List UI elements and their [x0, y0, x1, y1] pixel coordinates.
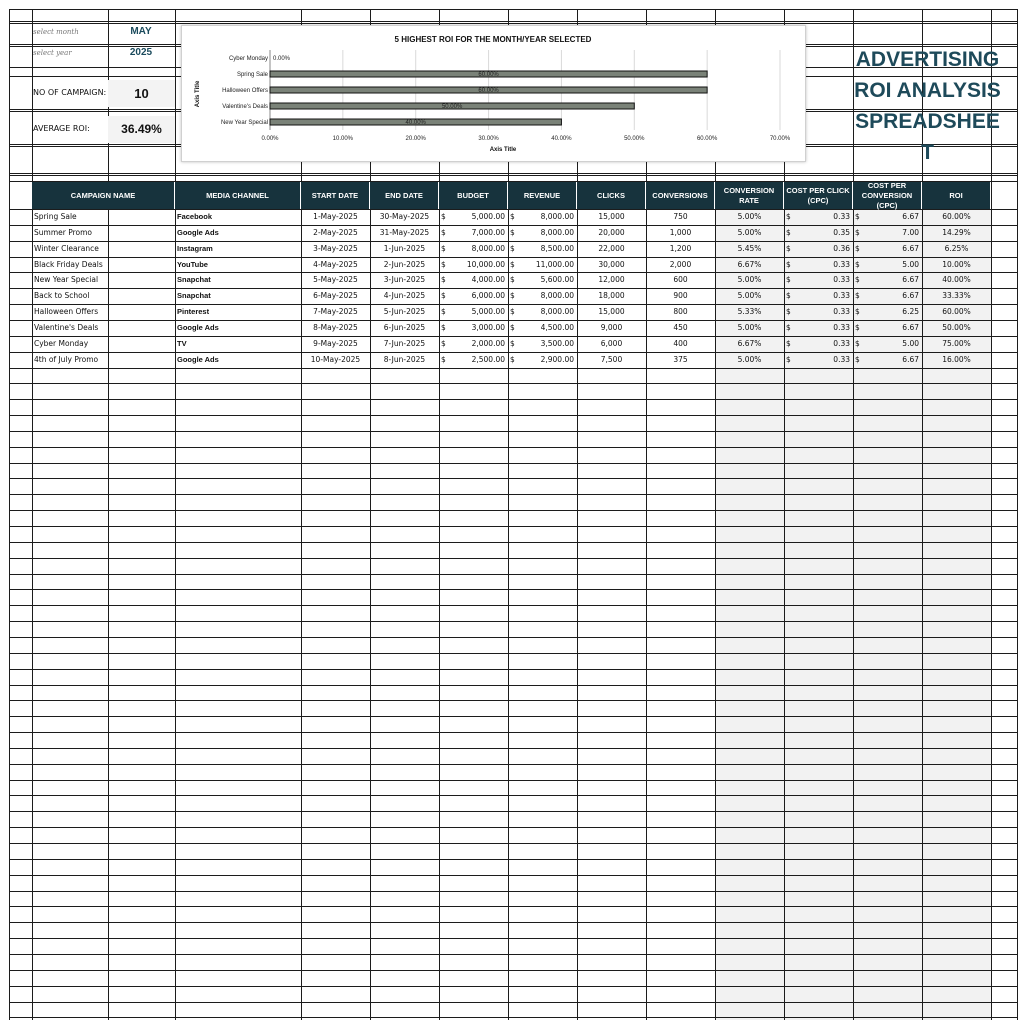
- grid-row-line: [9, 431, 1017, 432]
- column-header-cost-per-conversion-cpc[interactable]: COST PER CONVERSION (CPC): [853, 182, 922, 209]
- end-date-cell[interactable]: 30-May-2025: [379, 212, 430, 221]
- grid-row-line: [9, 558, 1017, 559]
- budget-cell[interactable]: [439, 241, 508, 256]
- cell-value: 6.67: [902, 322, 919, 332]
- end-date-cell[interactable]: 4-Jun-2025: [383, 291, 426, 301]
- grid-row-line: [9, 827, 1017, 828]
- currency-symbol: $: [786, 243, 791, 253]
- cost-per-click-cell[interactable]: [784, 225, 853, 240]
- grid-row-line: [9, 780, 1017, 781]
- currency-symbol: $: [441, 307, 446, 317]
- budget-cell[interactable]: [439, 336, 508, 351]
- end-date-cell[interactable]: 3-Jun-2025: [383, 275, 426, 285]
- grid-row-line: [9, 542, 1017, 543]
- currency-symbol: $: [441, 243, 446, 253]
- grid-row-line: [9, 732, 1017, 733]
- grid-row-line: [9, 605, 1017, 606]
- revenue-cell[interactable]: [508, 304, 577, 319]
- column-header-budget[interactable]: BUDGET: [439, 182, 508, 209]
- campaign-count-label: NO OF CAMPAIGN:: [33, 88, 107, 97]
- conversions-cell[interactable]: 750: [673, 212, 688, 221]
- cost-per-conversion-cell[interactable]: [853, 352, 922, 367]
- average-roi-label: AVERAGE ROI:: [33, 124, 90, 133]
- grid-row-line: [9, 637, 1017, 638]
- budget-cell[interactable]: [439, 320, 508, 335]
- cell-value: 6.67: [902, 291, 919, 301]
- roi-cell[interactable]: 33.33%: [942, 291, 971, 301]
- roi-cell[interactable]: 10.00%: [942, 259, 971, 269]
- column-header-end-date[interactable]: END DATE: [370, 182, 439, 209]
- cell-value: 3,500.00: [540, 338, 574, 348]
- grid-row-line: [9, 510, 1017, 511]
- conversion-rate-cell[interactable]: 5.00%: [737, 275, 762, 285]
- cost-per-click-cell[interactable]: [784, 288, 853, 303]
- column-header-cost-per-click-cpc[interactable]: COST PER CLICK (CPC): [784, 182, 853, 209]
- currency-symbol: $: [786, 227, 791, 237]
- budget-cell[interactable]: [439, 304, 508, 319]
- revenue-cell[interactable]: [508, 225, 577, 240]
- cost-per-click-cell[interactable]: [784, 257, 853, 272]
- cell-value: 2,500.00: [471, 354, 505, 364]
- currency-symbol: $: [510, 227, 515, 237]
- cost-per-click-cell[interactable]: [784, 304, 853, 319]
- media-channel-cell[interactable]: Instagram: [177, 243, 213, 253]
- start-date-cell[interactable]: 9-May-2025: [313, 338, 358, 348]
- conversions-cell[interactable]: 1,200: [669, 243, 692, 253]
- campaign-name-cell[interactable]: Cyber Monday: [34, 338, 89, 348]
- column-header-roi[interactable]: ROI: [922, 182, 991, 209]
- end-date-cell[interactable]: 2-Jun-2025: [383, 259, 426, 269]
- grid-row-line: [9, 843, 1017, 844]
- roi-bar-chart[interactable]: [181, 25, 806, 162]
- grid-row-line: [9, 748, 1017, 749]
- chart-category-label: Cyber Monday: [228, 56, 268, 62]
- conversions-cell[interactable]: 900: [673, 291, 688, 301]
- cell-value: 0.33: [833, 275, 850, 285]
- chart-canvas: [182, 26, 805, 161]
- cell-value: 0.36: [833, 243, 850, 253]
- currency-symbol: $: [441, 275, 446, 285]
- roi-cell[interactable]: 6.25%: [944, 243, 969, 253]
- campaign-name-cell[interactable]: Spring Sale: [34, 212, 77, 221]
- roi-cell[interactable]: 75.00%: [942, 338, 971, 348]
- grid-row-line: [9, 415, 1017, 416]
- campaign-name-cell[interactable]: Valentine's Deals: [34, 322, 99, 332]
- chart-x-tick-label: 10.00%: [332, 136, 354, 142]
- end-date-cell[interactable]: 6-Jun-2025: [383, 322, 426, 332]
- campaign-name-cell[interactable]: Summer Promo: [34, 227, 93, 237]
- cost-per-conversion-cell[interactable]: [853, 272, 922, 287]
- cell-value: 5.00: [902, 259, 919, 269]
- roi-cell[interactable]: 16.00%: [942, 354, 971, 364]
- media-channel-cell[interactable]: TV: [177, 338, 187, 348]
- campaign-name-cell[interactable]: Halloween Offers: [34, 307, 99, 317]
- grid-row-line: [9, 891, 1017, 892]
- cell-value: 6.67: [902, 243, 919, 253]
- currency-symbol: $: [855, 227, 860, 237]
- currency-symbol: $: [441, 338, 446, 348]
- end-date-cell[interactable]: 1-Jun-2025: [383, 243, 426, 253]
- grid-row-line: [9, 764, 1017, 765]
- cell-value: 4,000.00: [471, 275, 505, 285]
- media-channel-cell[interactable]: Pinterest: [177, 307, 210, 317]
- clicks-cell[interactable]: 20,000: [598, 227, 625, 237]
- grid-row-line: [9, 494, 1017, 495]
- currency-symbol: $: [441, 259, 446, 269]
- grid-row-line: [9, 574, 1017, 575]
- grid-row-line: [9, 716, 1017, 717]
- revenue-cell[interactable]: [508, 288, 577, 303]
- grid-row-line: [9, 700, 1017, 701]
- campaign-count-value: 10: [108, 80, 175, 107]
- conversions-cell[interactable]: 800: [673, 307, 688, 317]
- end-date-cell[interactable]: 7-Jun-2025: [383, 338, 426, 348]
- grid-row-line: [9, 9, 1017, 10]
- conversions-cell[interactable]: 600: [673, 275, 688, 285]
- cost-per-conversion-cell[interactable]: [853, 241, 922, 256]
- campaign-name-cell[interactable]: Back to School: [34, 291, 90, 301]
- conversion-rate-cell[interactable]: 5.00%: [737, 291, 762, 301]
- clicks-cell[interactable]: 18,000: [598, 291, 625, 301]
- grid-row-line: [9, 1017, 1017, 1018]
- grid-row-line: [9, 463, 1017, 464]
- end-date-cell[interactable]: 5-Jun-2025: [383, 307, 426, 317]
- grid-row-line: [9, 526, 1017, 527]
- grid-row-line: [9, 175, 1017, 176]
- conversions-cell[interactable]: 375: [673, 354, 688, 364]
- budget-cell[interactable]: [439, 225, 508, 240]
- grid-row-line: [9, 875, 1017, 876]
- chart-data-label: 50.00%: [441, 104, 463, 110]
- cell-value: 0.33: [833, 259, 850, 269]
- cell-value: 8,500.00: [540, 243, 574, 253]
- start-date-cell[interactable]: 5-May-2025: [313, 275, 358, 285]
- conversions-cell[interactable]: 450: [673, 322, 688, 332]
- cost-per-conversion-cell[interactable]: [853, 288, 922, 303]
- start-date-cell[interactable]: 3-May-2025: [313, 243, 358, 253]
- grid-row-line: [9, 653, 1017, 654]
- conversion-rate-cell[interactable]: 6.67%: [737, 338, 762, 348]
- conversion-rate-cell[interactable]: 5.00%: [737, 354, 762, 364]
- cost-per-click-cell[interactable]: [784, 352, 853, 367]
- chart-x-tick-label: 0.00%: [261, 136, 279, 142]
- currency-symbol: $: [441, 212, 446, 221]
- grid-row-line: [9, 399, 1017, 400]
- chart-category-label: New Year Special: [220, 120, 268, 126]
- grid-row-line: [9, 795, 1017, 796]
- media-channel-cell[interactable]: YouTube: [177, 259, 208, 269]
- cell-value: 5,000.00: [471, 212, 505, 221]
- conversions-cell[interactable]: 1,000: [669, 227, 692, 237]
- cost-per-click-cell[interactable]: [784, 320, 853, 335]
- chart-title: 5 HIGHEST ROI FOR THE MONTH/YEAR SELECTED: [394, 35, 592, 44]
- start-date-cell[interactable]: 7-May-2025: [313, 307, 358, 317]
- cell-value: 0.35: [833, 227, 850, 237]
- currency-symbol: $: [441, 354, 446, 364]
- media-channel-cell[interactable]: Google Ads: [177, 322, 219, 332]
- currency-symbol: $: [510, 338, 515, 348]
- grid-row-line: [9, 478, 1017, 479]
- cell-value: 8,000.00: [540, 227, 574, 237]
- grid-row-line: [9, 173, 1017, 174]
- campaign-name-cell[interactable]: Black Friday Deals: [34, 259, 103, 269]
- currency-symbol: $: [510, 259, 515, 269]
- revenue-cell[interactable]: [508, 241, 577, 256]
- start-date-cell[interactable]: 10-May-2025: [310, 354, 361, 364]
- grid-column-line: [108, 9, 109, 1020]
- grid-column-line: [175, 9, 176, 1020]
- select-year-label: select year: [33, 49, 72, 57]
- column-header-conversion-rate[interactable]: CONVERSION RATE: [715, 182, 784, 209]
- revenue-cell[interactable]: [508, 257, 577, 272]
- budget-cell[interactable]: [439, 209, 508, 224]
- cell-value: 6.67: [902, 275, 919, 285]
- currency-symbol: $: [786, 322, 791, 332]
- media-channel-cell[interactable]: Snapchat: [177, 275, 211, 285]
- currency-symbol: $: [510, 212, 515, 221]
- grid-column-line: [1017, 9, 1018, 1020]
- cell-value: 6.67: [902, 212, 919, 221]
- chart-x-tick-label: 50.00%: [624, 136, 645, 142]
- cell-value: 11,000.00: [535, 259, 574, 269]
- currency-symbol: $: [855, 322, 860, 332]
- cell-value: 2,900.00: [540, 354, 574, 364]
- column-header-start-date[interactable]: START DATE: [301, 182, 370, 209]
- cell-value: 0.33: [833, 322, 850, 332]
- cell-value: 6.67: [902, 354, 919, 364]
- currency-symbol: $: [855, 243, 860, 253]
- column-header-revenue[interactable]: REVENUE: [508, 182, 577, 209]
- currency-symbol: $: [855, 212, 860, 221]
- grid-column-line: [32, 9, 33, 1020]
- chart-x-tick-label: 40.00%: [551, 136, 572, 142]
- column-header-media-channel[interactable]: MEDIA CHANNEL: [175, 182, 301, 209]
- end-date-cell[interactable]: 8-Jun-2025: [383, 354, 426, 364]
- currency-symbol: $: [510, 322, 515, 332]
- grid-row-line: [9, 621, 1017, 622]
- cost-per-conversion-cell[interactable]: [853, 225, 922, 240]
- budget-cell[interactable]: [439, 257, 508, 272]
- grid-row-line: [9, 447, 1017, 448]
- cell-value: 0.33: [833, 338, 850, 348]
- budget-cell[interactable]: [439, 288, 508, 303]
- clicks-cell[interactable]: 15,000: [598, 212, 625, 221]
- media-channel-cell[interactable]: Facebook: [177, 212, 213, 221]
- currency-symbol: $: [855, 338, 860, 348]
- chart-data-label: 60.00%: [478, 72, 499, 78]
- revenue-cell[interactable]: [508, 336, 577, 351]
- column-header-conversions[interactable]: CONVERSIONS: [646, 182, 715, 209]
- currency-symbol: $: [786, 275, 791, 285]
- cell-value: 5.00: [902, 338, 919, 348]
- budget-cell[interactable]: [439, 272, 508, 287]
- page-title: ADVERTISING ROI ANALYSIS SPREADSHEET: [854, 48, 1001, 164]
- select-year-value[interactable]: 2025: [129, 47, 153, 58]
- cost-per-click-cell[interactable]: [784, 272, 853, 287]
- grid-row-line: [9, 669, 1017, 670]
- grid-row-line: [9, 970, 1017, 971]
- cell-value: 10,000.00: [466, 259, 505, 269]
- chart-plot-area: [221, 50, 791, 142]
- cell-value: 8,000.00: [540, 307, 574, 317]
- revenue-cell[interactable]: [508, 320, 577, 335]
- conversion-rate-cell[interactable]: 5.00%: [737, 227, 762, 237]
- revenue-cell[interactable]: [508, 272, 577, 287]
- grid-row-line: [9, 811, 1017, 812]
- cell-value: 2,000.00: [471, 338, 505, 348]
- start-date-cell[interactable]: 4-May-2025: [313, 259, 358, 269]
- column-header-campaign-name[interactable]: CAMPAIGN NAME: [32, 182, 175, 209]
- chart-x-tick-label: 30.00%: [478, 136, 499, 142]
- start-date-cell[interactable]: 8-May-2025: [313, 322, 358, 332]
- grid-row-line: [9, 906, 1017, 907]
- currency-symbol: $: [510, 291, 515, 301]
- currency-symbol: $: [855, 354, 860, 364]
- cell-value: 4,500.00: [540, 322, 574, 332]
- grid-row-line: [9, 368, 1017, 369]
- clicks-cell[interactable]: 22,000: [598, 243, 625, 253]
- conversions-cell[interactable]: 400: [673, 338, 688, 348]
- cost-per-click-cell[interactable]: [784, 336, 853, 351]
- chart-category-label: Halloween Offers: [222, 88, 268, 94]
- conversion-rate-cell[interactable]: 5.00%: [737, 212, 762, 221]
- currency-symbol: $: [510, 307, 515, 317]
- currency-symbol: $: [441, 227, 446, 237]
- cell-value: 7.00: [902, 227, 919, 237]
- grid-row-line: [9, 922, 1017, 923]
- chart-category-label: Valentine's Deals: [222, 104, 268, 110]
- cell-value: 0.33: [833, 291, 850, 301]
- cell-value: 5,600.00: [540, 275, 574, 285]
- currency-symbol: $: [786, 259, 791, 269]
- currency-symbol: $: [510, 275, 515, 285]
- chart-x-tick-label: 70.00%: [769, 136, 791, 142]
- roi-cell[interactable]: 14.29%: [942, 227, 971, 237]
- cell-value: 8,000.00: [540, 291, 574, 301]
- clicks-cell[interactable]: 12,000: [598, 275, 625, 285]
- cost-per-conversion-cell[interactable]: [853, 320, 922, 335]
- currency-symbol: $: [510, 354, 515, 364]
- cost-per-conversion-cell[interactable]: [853, 336, 922, 351]
- currency-symbol: $: [786, 338, 791, 348]
- chart-data-label: 40.00%: [405, 120, 426, 126]
- start-date-cell[interactable]: 1-May-2025: [313, 212, 358, 221]
- grid-row-line: [9, 1002, 1017, 1003]
- conversion-rate-cell[interactable]: 5.00%: [737, 322, 762, 332]
- cell-value: 0.33: [833, 307, 850, 317]
- chart-x-tick-label: 20.00%: [405, 136, 426, 142]
- roi-cell[interactable]: 40.00%: [942, 275, 971, 285]
- grid-column-line: [9, 9, 10, 1020]
- chart-x-axis-title: Axis Title: [489, 147, 517, 153]
- cell-value: 8,000.00: [471, 243, 505, 253]
- currency-symbol: $: [510, 243, 515, 253]
- revenue-cell[interactable]: [508, 352, 577, 367]
- media-channel-cell[interactable]: Snapchat: [177, 291, 211, 301]
- clicks-cell[interactable]: 7,500: [600, 354, 623, 364]
- cell-value: 0.33: [833, 354, 850, 364]
- chart-y-axis-title: Axis Title: [195, 80, 201, 108]
- grid-row-line: [9, 23, 1017, 24]
- select-month-value[interactable]: MAY: [130, 26, 152, 37]
- media-channel-cell[interactable]: Google Ads: [177, 354, 219, 364]
- grid-row-line: [9, 685, 1017, 686]
- grid-row-line: [9, 938, 1017, 939]
- currency-symbol: $: [786, 354, 791, 364]
- currency-symbol: $: [441, 291, 446, 301]
- select-month-label: select month: [33, 28, 79, 36]
- cell-value: 5,000.00: [471, 307, 505, 317]
- cost-per-conversion-cell[interactable]: [853, 257, 922, 272]
- cell-value: 6.25: [902, 307, 919, 317]
- cost-per-click-cell[interactable]: [784, 209, 853, 224]
- clicks-cell[interactable]: 9,000: [600, 322, 623, 332]
- budget-cell[interactable]: [439, 352, 508, 367]
- chart-data-label: 60.00%: [478, 88, 499, 94]
- grid-row-line: [9, 589, 1017, 590]
- cost-per-conversion-cell[interactable]: [853, 304, 922, 319]
- clicks-cell[interactable]: 30,000: [598, 259, 625, 269]
- start-date-cell[interactable]: 2-May-2025: [313, 227, 358, 237]
- chart-category-label: Spring Sale: [236, 72, 268, 78]
- grid-row-line: [9, 954, 1017, 955]
- currency-symbol: $: [786, 291, 791, 301]
- conversion-rate-cell[interactable]: 6.67%: [737, 259, 762, 269]
- grid-row-line: [9, 21, 1017, 22]
- clicks-cell[interactable]: 6,000: [600, 338, 623, 348]
- cost-per-click-cell[interactable]: [784, 241, 853, 256]
- column-header-clicks[interactable]: CLICKS: [577, 182, 646, 209]
- cell-value: 8,000.00: [540, 212, 574, 221]
- grid-row-line: [9, 986, 1017, 987]
- currency-symbol: $: [855, 291, 860, 301]
- conversion-rate-cell[interactable]: 5.45%: [737, 243, 762, 253]
- conversions-cell[interactable]: 2,000: [669, 259, 692, 269]
- currency-symbol: $: [855, 259, 860, 269]
- roi-cell[interactable]: 50.00%: [942, 322, 971, 332]
- roi-cell[interactable]: 60.00%: [942, 307, 971, 317]
- currency-symbol: $: [441, 322, 446, 332]
- chart-x-tick-label: 60.00%: [696, 136, 718, 142]
- currency-symbol: $: [786, 212, 791, 221]
- end-date-cell[interactable]: 31-May-2025: [379, 227, 430, 237]
- cell-value: 7,000.00: [471, 227, 505, 237]
- currency-symbol: $: [786, 307, 791, 317]
- media-channel-cell[interactable]: Google Ads: [177, 227, 219, 237]
- chart-data-label: 0.00%: [273, 56, 291, 62]
- campaign-name-cell[interactable]: Winter Clearance: [34, 243, 99, 253]
- average-roi-value: 36.49%: [108, 116, 175, 143]
- cell-value: 3,000.00: [471, 322, 505, 332]
- campaign-name-cell[interactable]: 4th of July Promo: [34, 354, 99, 364]
- currency-symbol: $: [855, 275, 860, 285]
- currency-symbol: $: [855, 307, 860, 317]
- cell-value: 6,000.00: [471, 291, 505, 301]
- start-date-cell[interactable]: 6-May-2025: [313, 291, 358, 301]
- cell-value: 0.33: [833, 212, 850, 221]
- cost-per-conversion-cell[interactable]: [853, 209, 922, 224]
- grid-row-line: [9, 859, 1017, 860]
- roi-cell[interactable]: 60.00%: [942, 212, 971, 221]
- revenue-cell[interactable]: [508, 209, 577, 224]
- conversion-rate-cell[interactable]: 5.33%: [737, 307, 762, 317]
- clicks-cell[interactable]: 15,000: [598, 307, 625, 317]
- grid-row-line: [9, 383, 1017, 384]
- campaign-name-cell[interactable]: New Year Special: [34, 275, 99, 285]
